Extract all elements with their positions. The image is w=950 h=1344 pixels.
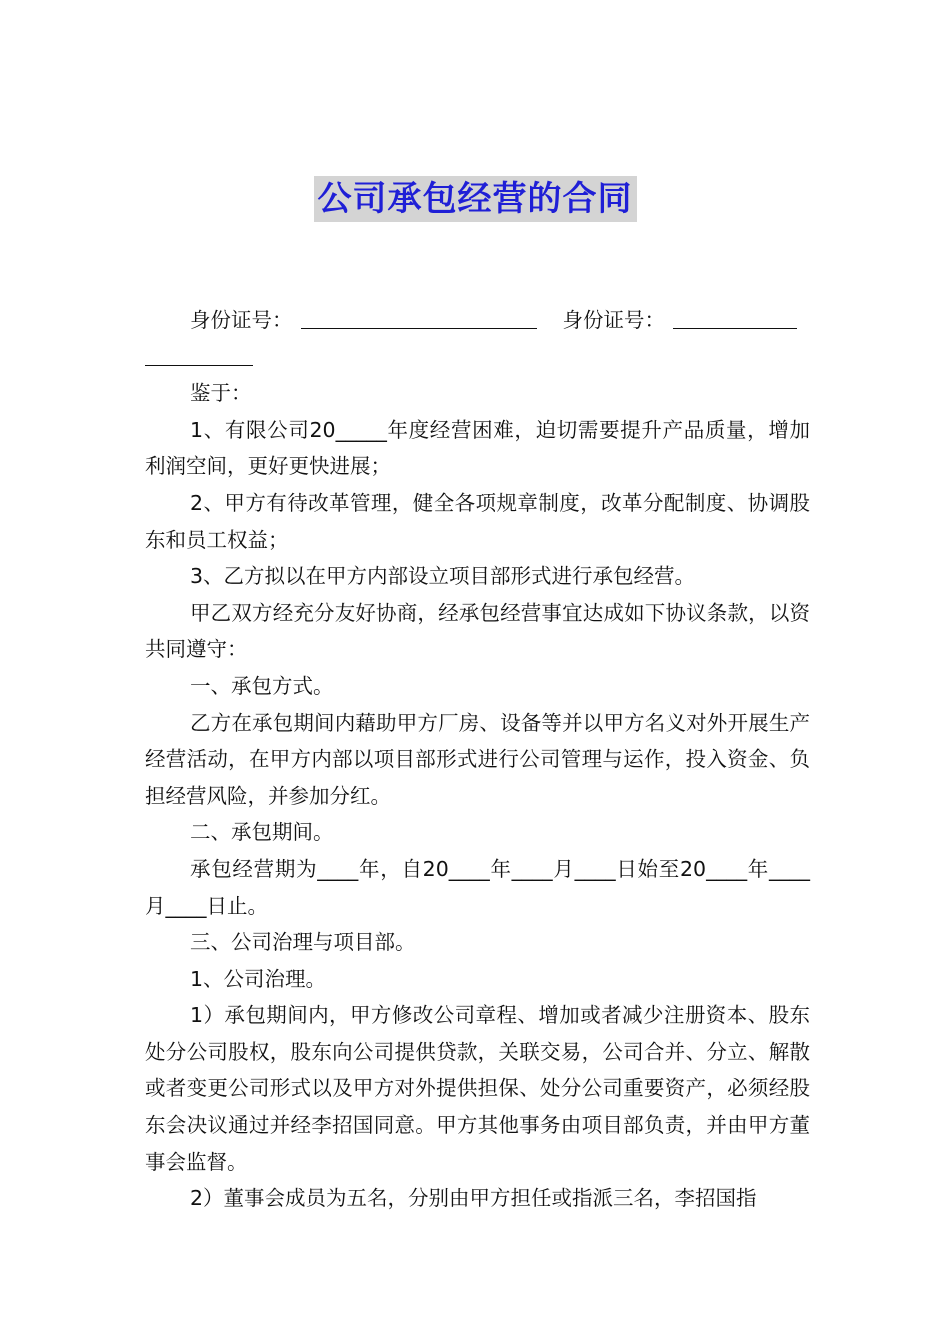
id-number-blank-b-continued: [145, 343, 253, 366]
id-number-row: [145, 302, 810, 339]
id-label-party-b: 身份证号：: [562, 308, 665, 332]
section-heading-contract-method: 一、承包方式。: [190, 673, 334, 698]
paragraph-recitals-heading: 鉴于：: [190, 381, 252, 406]
id-number-blank-a: [301, 306, 537, 329]
id-number-blank-b: [673, 306, 797, 329]
paragraph-governance-item-1: 1）承包期间内，甲方修改公司章程、增加或者减少注册资本、股东处分公司股权，股东向公司提供贷款，关联交易，公司合并、分立、解散或者变更公司形式以及甲方对外提供担保、处分公司重要资产，必须经股东会决议通过并经李招国同意。甲方其他事务由项目部负责，并由甲方董事会监督。: [145, 1003, 810, 1174]
paragraph-recital-3: 3、乙方拟以在甲方内部设立项目部形式进行承包经营。: [190, 564, 696, 589]
subsection-heading-company-governance: 1、公司治理。: [190, 966, 327, 991]
paragraph-recital-1: 1、有限公司20_____年度经营困难，迫切需要提升产品质量，增加利润空间，更好更快进展；: [145, 417, 810, 479]
document-body: [145, 302, 810, 1217]
section-heading-governance: 三、公司治理与项目部。: [190, 930, 416, 955]
section-heading-contract-period: 二、承包期间。: [190, 820, 334, 845]
paragraph-contract-method: 乙方在承包期间内藉助甲方厂房、设备等并以甲方名义对外开展生产经营活动，在甲方内部以项目部形式进行公司管理与运作，投入资金、负担经营风险，并参加分红。: [145, 710, 810, 808]
paragraph-contract-period: 承包经营期为____年，自20____年____月____日始至20____年____月____日止。: [145, 856, 810, 918]
paragraph-governance-item-2: 2）董事会成员为五名，分别由甲方担任或指派三名，李招国指: [190, 1186, 757, 1211]
paragraph-recital-2: 2、甲方有待改革管理，健全各项规章制度，改革分配制度、协调股东和员工权益；: [145, 490, 810, 552]
id-label-party-a: 身份证号：: [190, 308, 293, 332]
id-number-continuation: [145, 339, 810, 376]
paragraph-agreement-intro: 甲乙双方经充分友好协商，经承包经营事宜达成如下协议条款，以资共同遵守：: [145, 600, 810, 662]
document-title: 公司承包经营的合同: [314, 176, 637, 222]
title-wrap: [0, 176, 950, 222]
